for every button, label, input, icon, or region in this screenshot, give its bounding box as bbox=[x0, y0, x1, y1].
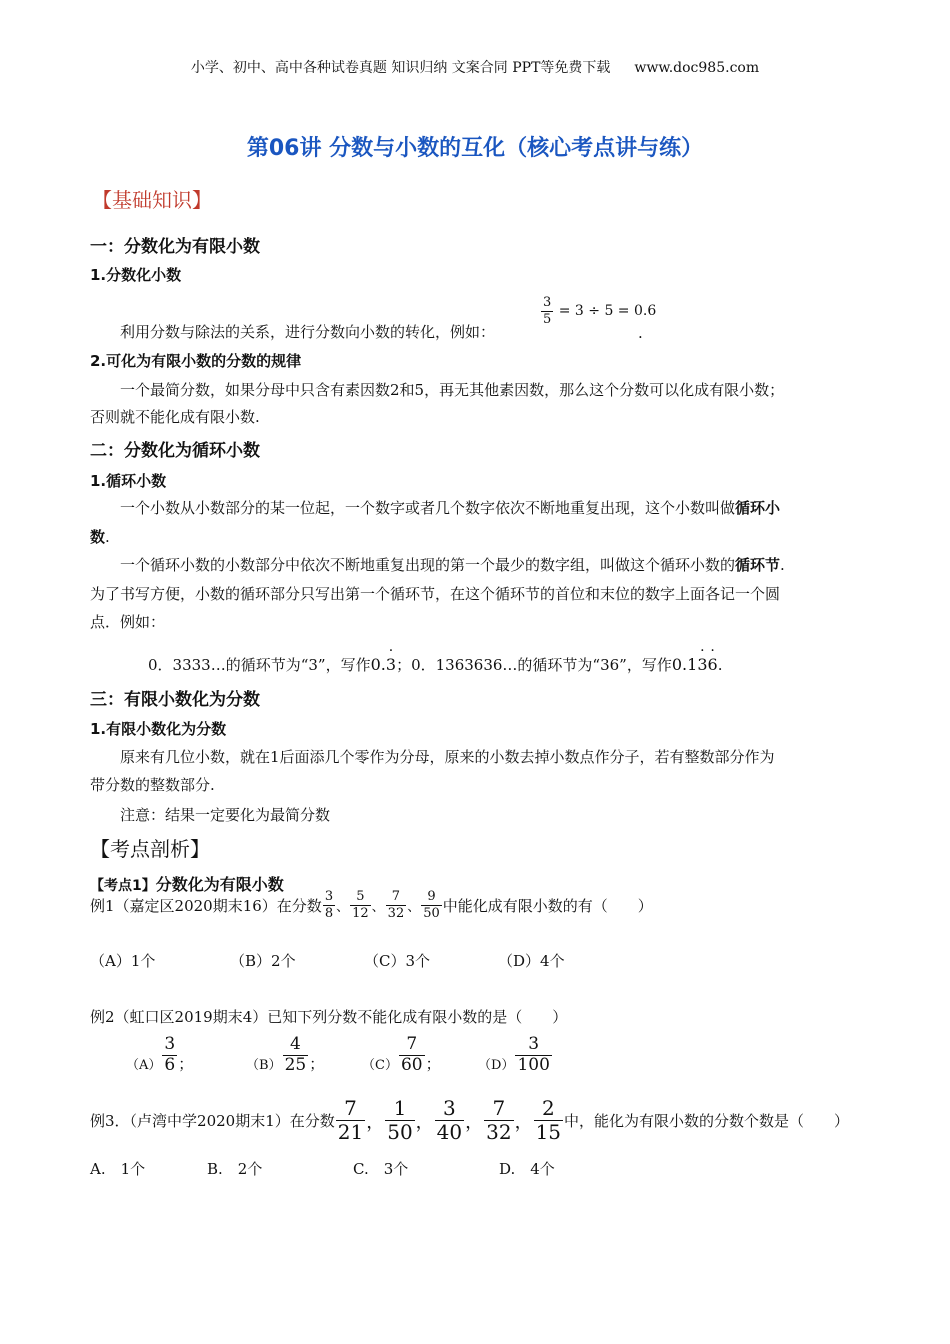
fraction: $\frac{3}{5}$ bbox=[543, 295, 552, 327]
example-3-options bbox=[90, 1158, 555, 1179]
page-header bbox=[0, 57, 950, 77]
fraction: $\frac{5}{12}$ bbox=[352, 889, 369, 921]
example-3-fractions: $\frac{7}{21}$ ， $\frac{1}{50}$ ， $\frac{3}{40}$ ， $\frac{7}{32}$ ， $\frac{2}{15}$ bbox=[337, 1096, 562, 1144]
fraction: $\frac{3}{8}$ bbox=[324, 889, 334, 921]
fraction: $\frac{7}{32}$ bbox=[486, 1096, 512, 1144]
section-1-sub-1: 1.分数化小数 bbox=[90, 266, 182, 284]
section-2-sub-1: 1.循环小数 bbox=[90, 472, 167, 490]
option-b[interactable]: B. 2个 bbox=[207, 1160, 263, 1178]
example-1-question: 例1（嘉定区2020期末16）在分数 $\frac{3}{8}$ 、 $\frac{5}{12}$ 、 $\frac{7}{32}$ 、 $\frac{9}{50}$ 中能化成有限小数的有（ ） bbox=[90, 889, 653, 921]
option-d[interactable]: （D）4个 bbox=[498, 952, 565, 970]
section-1-paragraph-1: 利用分数与除法的关系，进行分数向小数的转化，例如： bbox=[120, 323, 496, 341]
section-2-paragraph-1a: 一个小数从小数部分的某一位起，一个数字或者几个数字依次不断地重复出现，这个小数叫做循环小 bbox=[120, 499, 781, 517]
fraction: $\frac{3}{100}$ bbox=[517, 1034, 550, 1075]
formula-example: $\frac{3}{5}$ = 3 ÷ 5 = 0.6 bbox=[543, 295, 657, 327]
period: . bbox=[638, 324, 643, 342]
section-1-heading: 一：分数化为有限小数 bbox=[90, 237, 260, 257]
fraction: $\frac{3}{40}$ bbox=[436, 1096, 463, 1144]
fraction: $\frac{3}{6}$ bbox=[164, 1034, 176, 1075]
section-1-paragraph-2a: 一个最简分数，如果分母中只含有素因数2和5，再无其他素因数，那么这个分数可以化成有限小数； bbox=[120, 381, 785, 399]
section-2-paragraph-2a: 一个循环小数的小数部分中依次不断地重复出现的第一个最少的数字组，叫做这个循环小数的循环节. bbox=[120, 556, 785, 574]
option-b[interactable]: （B）2个 bbox=[230, 952, 296, 970]
header-website[interactable]: www.doc985.com bbox=[634, 60, 760, 76]
fraction: $\frac{7}{32}$ bbox=[387, 889, 405, 921]
header-text: 小学、初中、高中各种试卷真题 知识归纳 文案合同 PPT等免费下载 bbox=[190, 60, 611, 76]
section-3-note: 注意：结果一定要化为最简分数 bbox=[120, 806, 331, 824]
section-2-paragraph-1b: 数. bbox=[90, 528, 110, 546]
option-a[interactable]: （A）1个 bbox=[90, 952, 156, 970]
section-1-paragraph-2b: 否则就不能化成有限小数. bbox=[90, 408, 260, 426]
section-2-paragraph-2c: 点．例如： bbox=[90, 613, 166, 631]
fraction: $\frac{4}{25}$ bbox=[284, 1034, 307, 1075]
point-1-heading: 【考点1】分数化为有限小数 bbox=[90, 875, 284, 894]
section-3-paragraph-1a: 原来有几位小数，就在1后面添几个零作为分母，原来的小数去掉小数点作分子，若有整数部分作为 bbox=[120, 748, 775, 766]
section-3-paragraph-1b: 带分数的整数部分. bbox=[90, 776, 215, 794]
section-3-heading: 三：有限小数化为分数 bbox=[90, 690, 260, 710]
basics-label: 【基础知识】 bbox=[92, 188, 212, 212]
option-b[interactable]: （B） $\frac{4}{25}$ ； bbox=[246, 1034, 325, 1075]
repeating-decimal-a: 0.3 · bbox=[371, 655, 396, 674]
fraction: $\frac{2}{15}$ bbox=[535, 1096, 562, 1144]
fraction: $\frac{9}{50}$ bbox=[423, 889, 440, 921]
repeating-decimal-examples: 0．3333…的循环节为“3”，写作0.3 ·；0．1363636…的循环节为“36”，写作0.13 ·6 ·. bbox=[148, 654, 722, 675]
example-1-options bbox=[90, 950, 565, 971]
fraction: $\frac{7}{60}$ bbox=[400, 1034, 423, 1075]
section-2-paragraph-2b: 为了书写方便，小数的循环部分只写出第一个循环节，在这个循环节的首位和末位的数字上面各记一个圆 bbox=[90, 585, 781, 603]
analysis-label: 【考点剖析】 bbox=[90, 837, 210, 861]
example-3-question: 例3．（卢湾中学2020期末1）在分数 $\frac{7}{21}$ ， $\frac{1}{50}$ ， $\frac{3}{40}$ ， $\frac{7}{32}$ ， $\frac{2}{15}$ 中，能化为有限小数的分数个数是（ ） bbox=[90, 1096, 850, 1144]
option-c[interactable]: （C）3个 bbox=[364, 952, 431, 970]
example-2-question: 例2（虹口区2019期末4）已知下列分数不能化成有限小数的是（ ） bbox=[90, 1008, 568, 1026]
page-title: 第06讲 分数与小数的互化（核心考点讲与练） bbox=[246, 136, 704, 161]
option-d[interactable]: D. 4个 bbox=[499, 1160, 555, 1178]
repeating-decimal-b: 0.13 ·6 · bbox=[672, 655, 718, 674]
option-d[interactable]: （D） $\frac{3}{100}$ bbox=[478, 1034, 550, 1075]
section-1-sub-2: 2.可化为有限小数的分数的规律 bbox=[90, 352, 302, 370]
section-2-heading: 二：分数化为循环小数 bbox=[90, 441, 260, 461]
option-a[interactable]: （A） $\frac{3}{6}$ ； bbox=[126, 1034, 194, 1075]
example-1-fractions: $\frac{3}{8}$ 、 $\frac{5}{12}$ 、 $\frac{7}{32}$ 、 $\frac{9}{50}$ bbox=[324, 889, 440, 921]
option-c[interactable]: C. 3个 bbox=[353, 1160, 409, 1178]
fraction: $\frac{1}{50}$ bbox=[387, 1096, 413, 1144]
example-2-options bbox=[126, 1036, 553, 1075]
fraction: $\frac{7}{21}$ bbox=[337, 1096, 364, 1144]
option-a[interactable]: A. 1个 bbox=[90, 1160, 146, 1178]
section-3-sub-1: 1.有限小数化为分数 bbox=[90, 720, 227, 738]
option-c[interactable]: （C） $\frac{7}{60}$ ； bbox=[362, 1034, 441, 1075]
